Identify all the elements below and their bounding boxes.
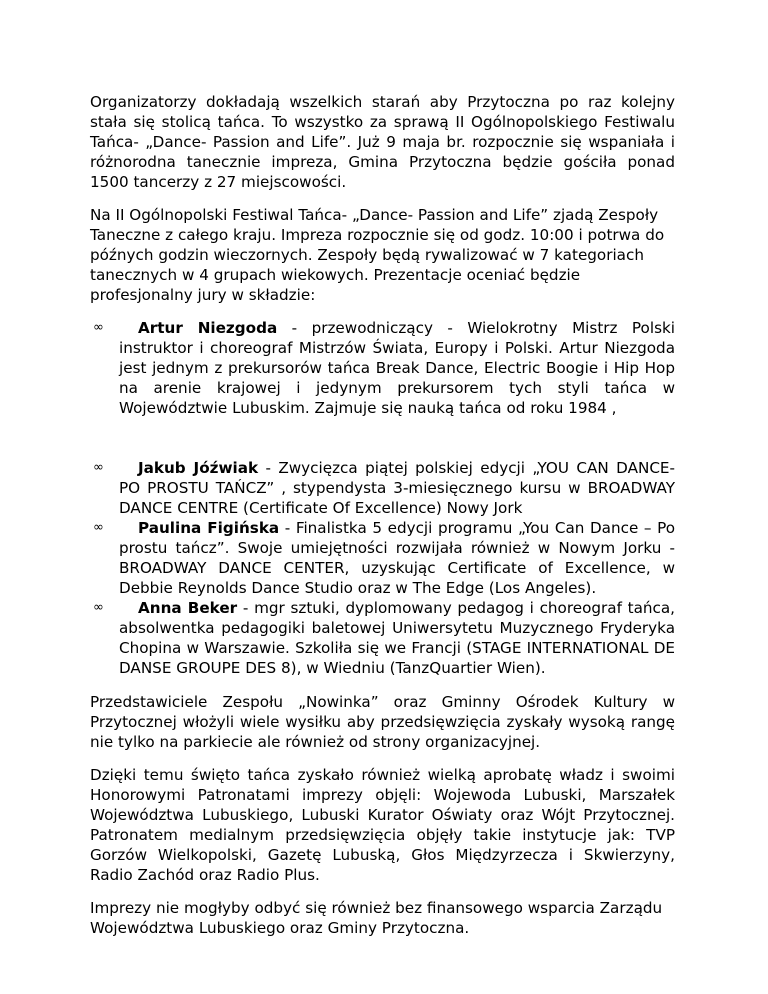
jury-name: Anna Beker — [138, 599, 238, 617]
list-item — [90, 318, 675, 418]
jury-name: Paulina Figińska — [138, 519, 280, 537]
list-item — [90, 598, 675, 678]
jury-name: Artur Niezgoda — [138, 319, 278, 337]
paragraph-intro: Organizatorzy dokładają wszelkich starań aby Przytoczna po raz kolejny stała się stolicą tańca. To wszystko za sprawą II Ogólnopolskiego Festiwalu Tańca- „Dance- Passion and Life”. Już 9 maja br. rozpocznie się wspaniała i różnorodna tanecznie impreza, Gmina Przytoczna będzie gościła ponad 1500 tancerzy z 27 miejscowości. — [90, 93, 675, 191]
jury-list — [90, 318, 675, 678]
jury-description: - mgr sztuki, dyplomowany pedagog i choreograf tańca, absolwentka pedagogiki baletowej Uniwersytetu Muzycznego Fryderyka Chopina w Warszawie. Szkoliła się we Francji (STAGE INTERNATIONAL DE DANSE GROUPE DES 8), w Wiedniu (TanzQuartier Wien). — [119, 599, 676, 677]
jury-name: Jakub Jóźwiak — [138, 459, 259, 477]
list-item — [90, 518, 675, 598]
paragraph-patronage: Dzięki temu święto tańca zyskało również wielką aprobatę władz i swoimi Honorowymi Patronatami imprezy objęli: Wojewoda Lubuski, Marszałek Województwa Lubuskiego, Lubuski Kurator Oświaty oraz Wójt Przytocznej. Patronatem medialnym przedsięwzięcia objęły takie instytucje jak: TVP Gorzów Wielkopolski, Gazetę Lubuską, Głos Międzyrzecza i Skwierzyny, Radio Zachód oraz Radio Plus. — [90, 766, 675, 884]
infinity-bullet-icon: ∞ — [93, 320, 104, 335]
list-item — [90, 458, 675, 518]
paragraph-organizers: Przedstawiciele Zespołu „Nowinka” oraz Gminny Ośrodek Kultury w Przytocznej włożyli wiele wysiłku aby przedsięwzięcia zyskały wysoką rangę nie tylko na parkiecie ale również od strony organizacyjnej. — [90, 693, 675, 751]
document-page — [90, 92, 675, 951]
jury-description: - przewodniczący - Wielokrotny Mistrz Polski instruktor i choreograf Mistrzów Świata, Europy i Polski. Artur Niezgoda jest jednym z prekursorów tańca Break Dance, Electric Boogie i Hip Hop na arenie krajowej i jedynym prekursorem tych styli tańca w Województwie Lubuskim. Zajmuje się nauką tańca od roku 1984 , — [119, 319, 675, 417]
infinity-bullet-icon: ∞ — [93, 600, 104, 615]
paragraph-support: Imprezy nie mogłyby odbyć się również bez finansowego wsparcia Zarządu Województwa Lubuskiego oraz Gminy Przytoczna. — [90, 899, 663, 937]
jury-description: - Zwycięzca piątej polskiej edycji „YOU CAN DANCE- PO PROSTU TAŃCZ” , stypendysta 3-miesięcznego kursu w BROADWAY DANCE CENTRE (Certificate Of Excellence) Nowy Jork — [119, 459, 676, 517]
jury-description: - Finalistka 5 edycji programu „You Can Dance – Po prostu tańcz”. Swoje umiejętności rozwijała również w Nowym Jorku - BROADWAY DANCE CENTER, uzyskując Certificate of Excellence, w Debbie Reynolds Dance Studio oraz w The Edge (Los Angeles). — [119, 519, 675, 597]
paragraph-festival: Na II Ogólnopolski Festiwal Tańca- „Dance- Passion and Life” zjadą Zespoły Taneczne z całego kraju. Impreza rozpocznie się od godz. 10:00 i potrwa do późnych godzin wieczornych. Zespoły będą rywalizować w 7 kategoriach tanecznych w 4 grupach wiekowych. Prezentacje oceniać będzie profesjonalny jury w składzie: — [90, 206, 665, 304]
infinity-bullet-icon: ∞ — [93, 520, 104, 535]
infinity-bullet-icon: ∞ — [93, 460, 104, 475]
